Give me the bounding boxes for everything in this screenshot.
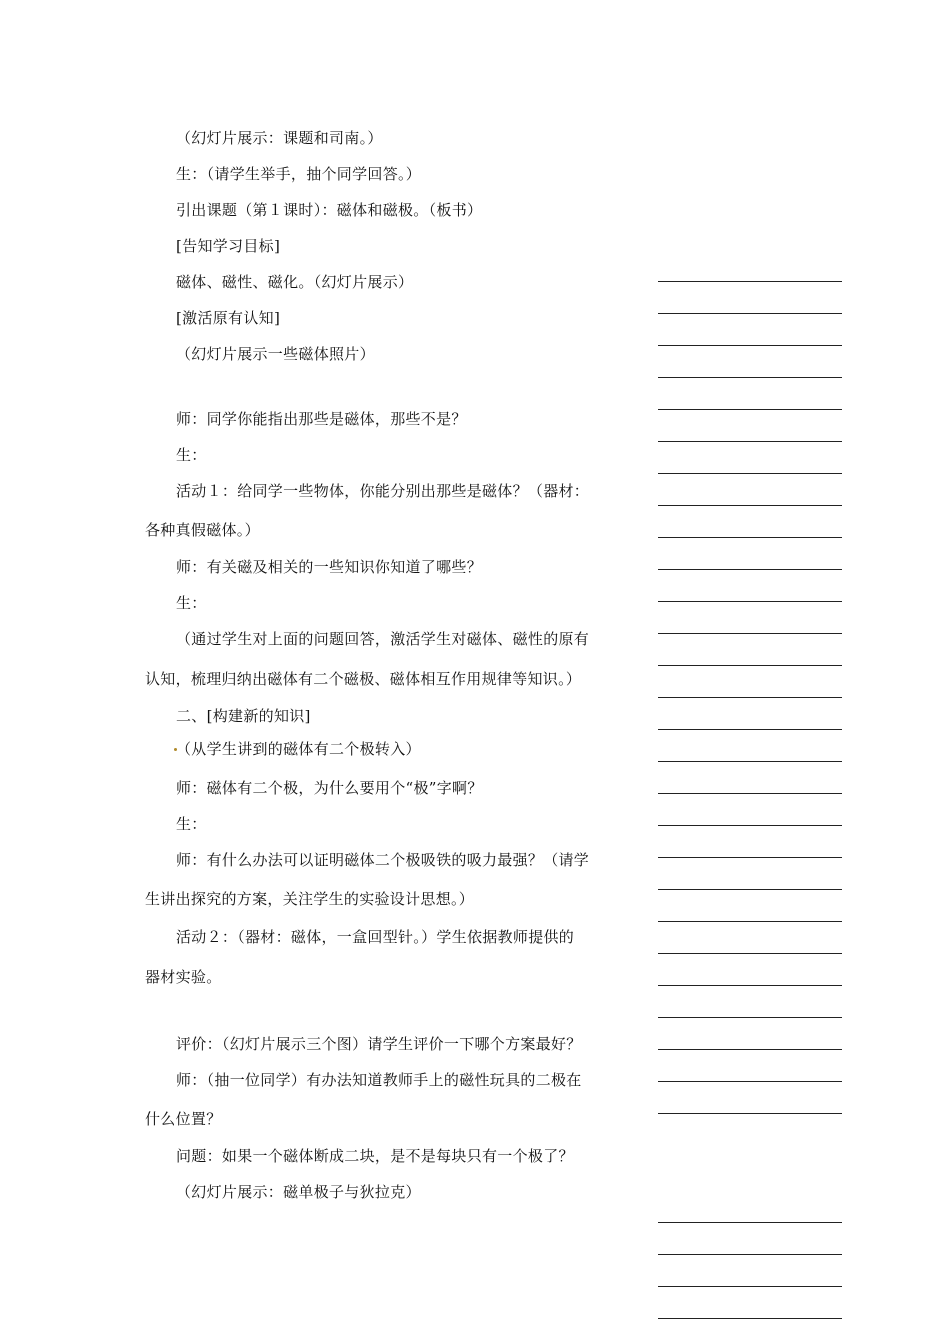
note-line: [658, 921, 842, 922]
text-line-15: 认知，梳理归纳出磁体有二个磁极、磁体相互作用规律等知识。）: [145, 670, 582, 688]
section-heading-activate: [激活原有认知]: [176, 309, 281, 327]
note-line: [658, 1254, 842, 1255]
note-line: [658, 1113, 842, 1114]
note-line: [658, 1318, 842, 1319]
text-line-14: （通过学生对上面的问题回答，激活学生对磁体、磁性的原有: [176, 630, 590, 648]
text-line-28: （幻灯片展示：磁单极子与狄拉克）: [176, 1183, 421, 1201]
text-line-17: （从学生讲到的磁体有二个极转入）: [176, 740, 421, 758]
text-line-19: 生：: [176, 815, 207, 833]
note-line: [658, 1222, 842, 1223]
note-line: [658, 473, 842, 474]
text-line-24: 评价：（幻灯片展示三个图）请学生评价一下哪个方案最好？: [176, 1035, 582, 1053]
text-line-25: 师：（抽一位同学）有办法知道教师手上的磁性玩具的二极在: [176, 1071, 582, 1089]
note-line: [658, 441, 842, 442]
text-line-21: 生讲出探究的方案，关注学生的实验设计思想。）: [145, 890, 475, 908]
text-line-22: 活动２：（器材：磁体，一盒回型针。）学生依据教师提供的: [176, 928, 575, 946]
text-line-3: 引出课题（第１课时）：磁体和磁极。（板书）: [176, 201, 483, 219]
note-line: [658, 1081, 842, 1082]
note-line: [658, 985, 842, 986]
note-line: [658, 505, 842, 506]
note-line: [658, 313, 842, 314]
text-line-8: 师：同学你能指出那些是磁体，那些不是？: [176, 410, 467, 428]
note-line: [658, 377, 842, 378]
note-line: [658, 761, 842, 762]
note-line: [658, 281, 842, 282]
notes-margin-column: [658, 0, 842, 1344]
text-line-7: （幻灯片展示一些磁体照片）: [176, 345, 375, 363]
section-heading-build: 二、[构建新的知识]: [176, 707, 311, 725]
note-line: [658, 409, 842, 410]
text-line-20: 师：有什么办法可以证明磁体二个极吸铁的吸力最强？（请学: [176, 851, 590, 869]
note-line: [658, 857, 842, 858]
text-line-2: 生：（请学生举手，抽个同学回答。）: [176, 165, 422, 183]
note-line: [658, 633, 842, 634]
note-line: [658, 665, 842, 666]
text-line-27: 问题：如果一个磁体断成二块，是不是每块只有一个极了？: [176, 1147, 574, 1165]
note-line: [658, 793, 842, 794]
note-line: [658, 729, 842, 730]
note-line: [658, 1049, 842, 1050]
note-line: [658, 537, 842, 538]
text-line-18: 师：磁体有二个极，为什么要用个“极”字啊？: [176, 779, 483, 797]
note-line: [658, 889, 842, 890]
note-line: [658, 953, 842, 954]
text-line-10: 活动１：给同学一些物体，你能分别出那些是磁体？（器材：: [176, 482, 590, 500]
note-line: [658, 697, 842, 698]
text-line-26: 什么位置？: [145, 1110, 222, 1128]
note-line: [658, 569, 842, 570]
note-line: [658, 825, 842, 826]
text-line-23: 器材实验。: [145, 968, 222, 986]
text-line-9: 生：: [176, 446, 207, 464]
note-line: [658, 1017, 842, 1018]
note-line: [658, 601, 842, 602]
note-line: [658, 1286, 842, 1287]
text-line-12: 师：有关磁及相关的一些知识你知道了哪些？: [176, 558, 483, 576]
section-heading-goals: [告知学习目标]: [176, 237, 281, 255]
note-line: [658, 345, 842, 346]
text-line-1: （幻灯片展示：课题和司南。）: [176, 129, 383, 147]
text-line-5: 磁体、磁性、磁化。（幻灯片展示）: [176, 273, 414, 291]
text-line-13: 生：: [176, 594, 207, 612]
text-line-11: 各种真假磁体。）: [145, 521, 260, 539]
